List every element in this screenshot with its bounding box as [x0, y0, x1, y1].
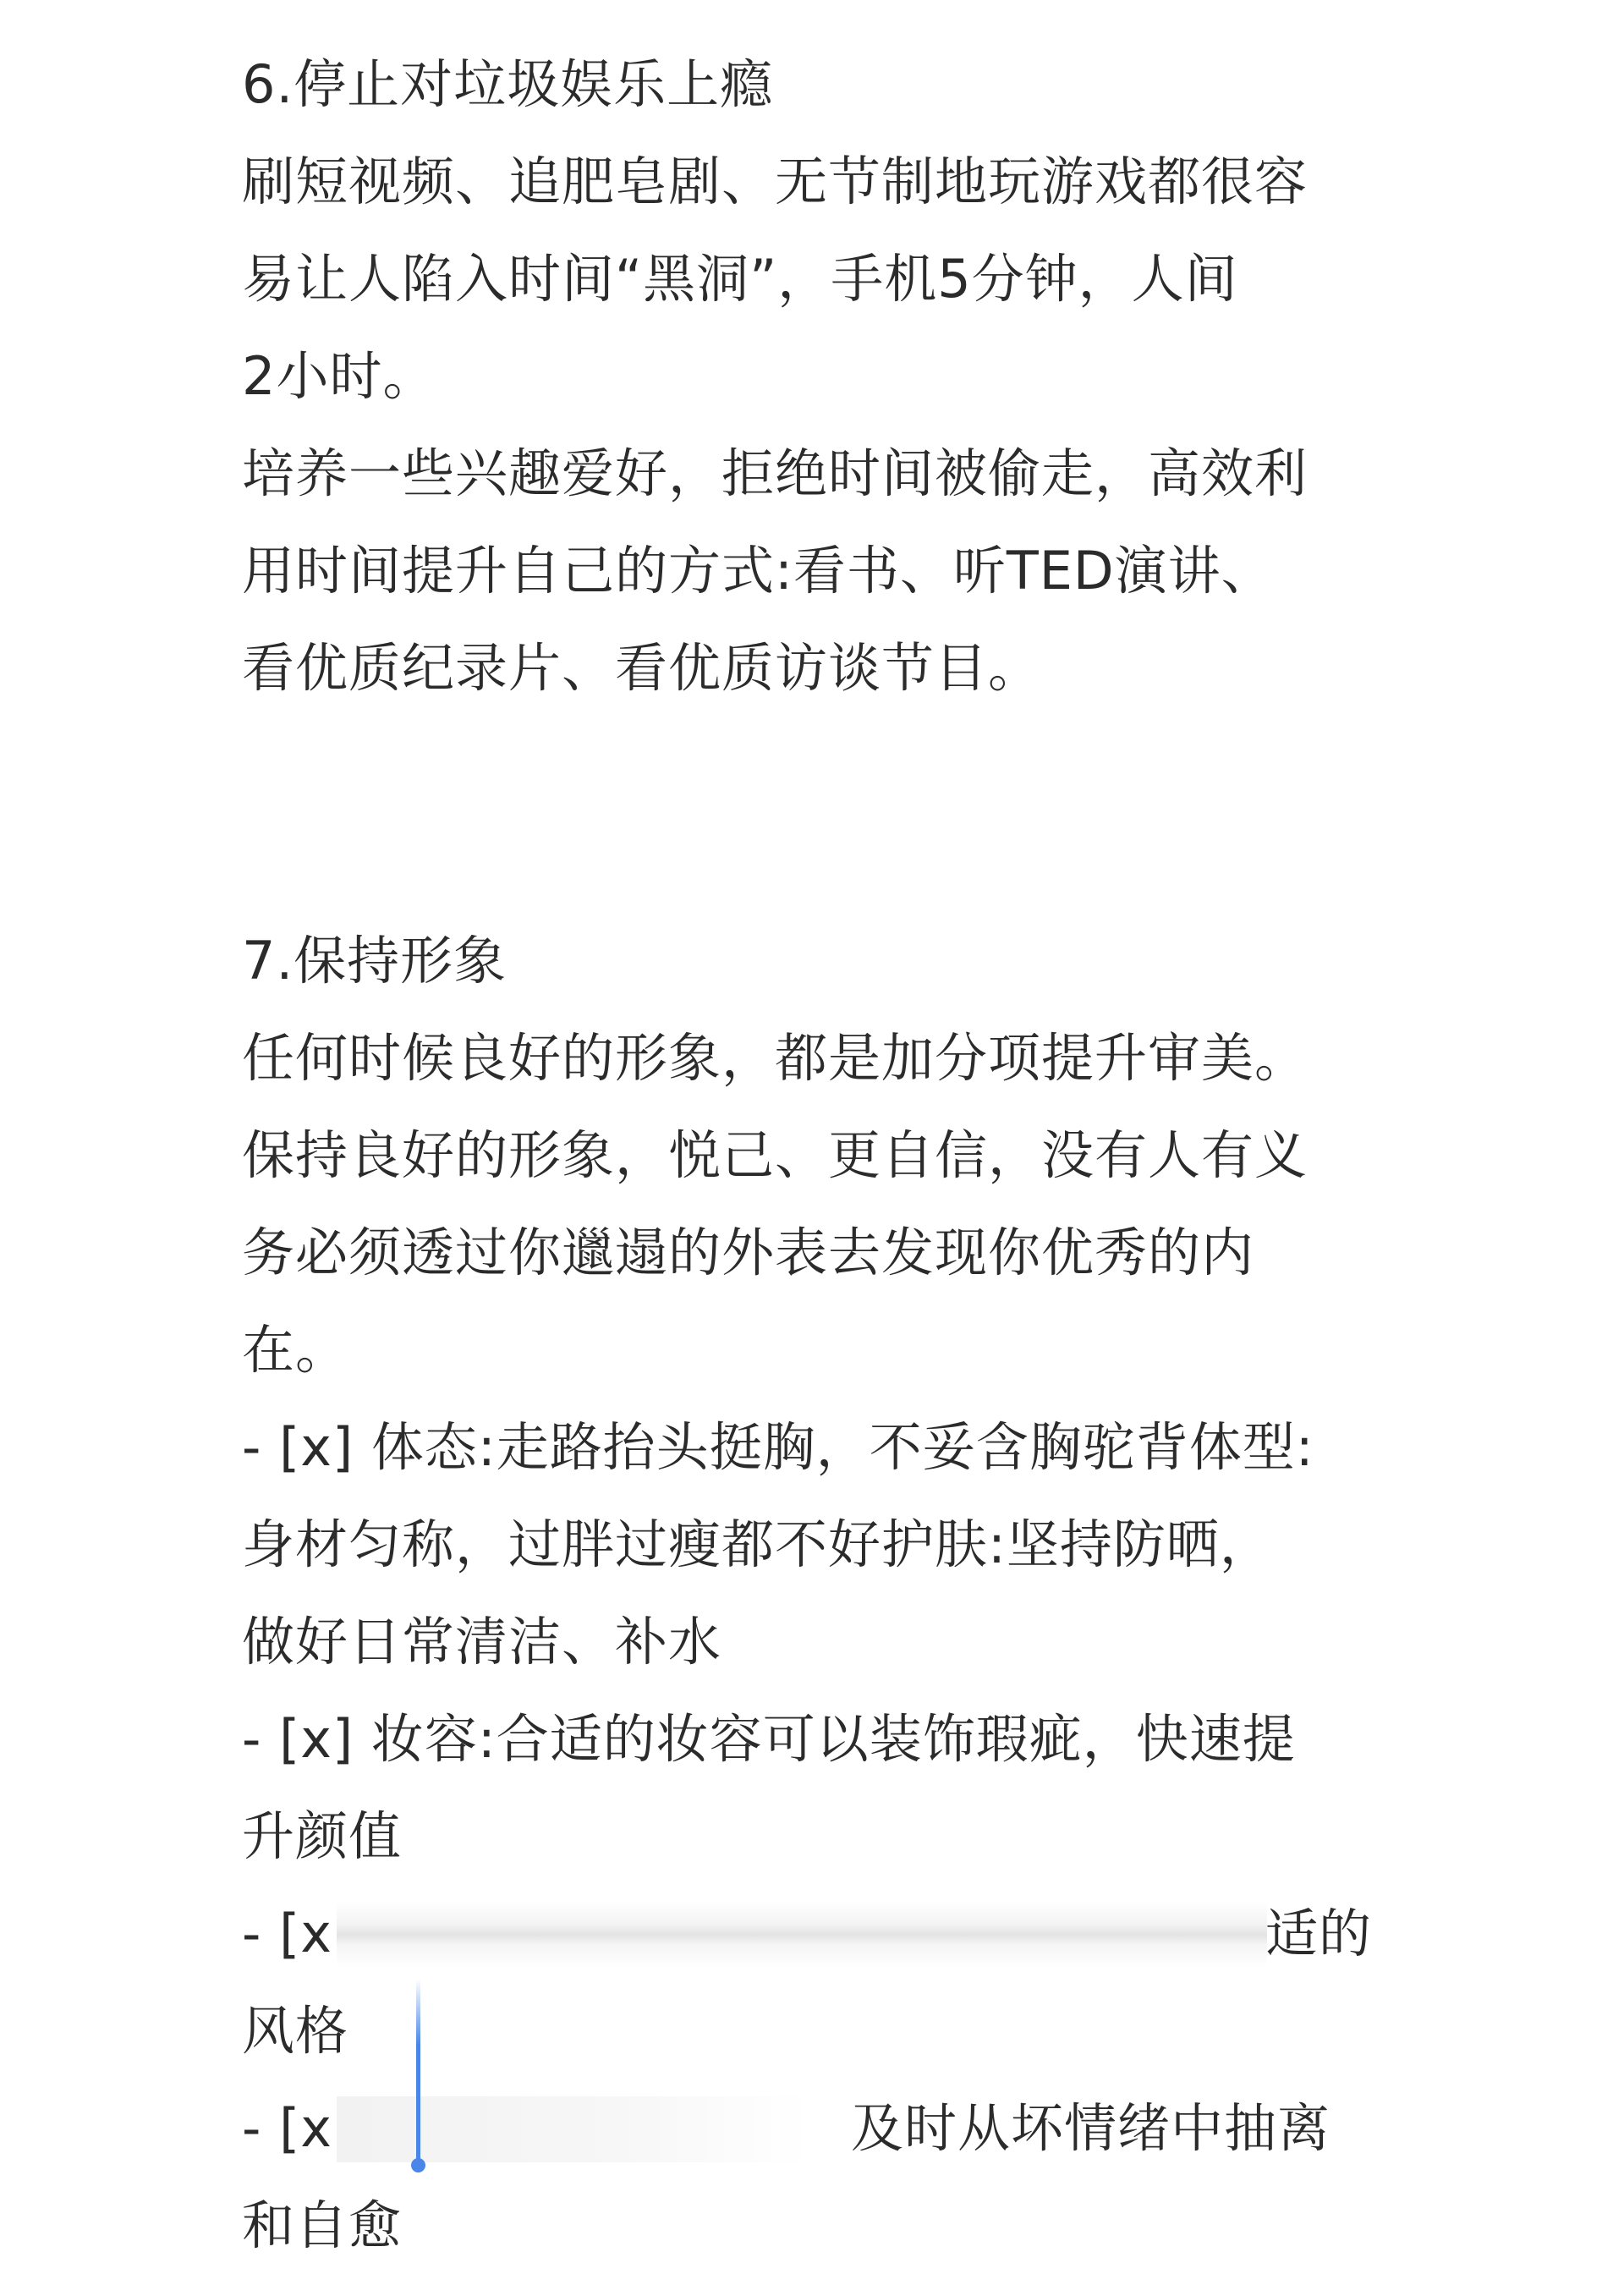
section-7-line: 保持良好的形象，悦己、更自信，没有人有义	[242, 1124, 1309, 1186]
checklist-item: 风格	[242, 2000, 349, 2062]
section-6-heading: 6.停止对垃圾娱乐上瘾	[242, 53, 774, 115]
section-6-line: 培养一些兴趣爱好，拒绝时间被偷走，高效利	[242, 442, 1309, 504]
section-spacer	[242, 717, 1443, 912]
checklist-item: - [x] 体态:走路抬头挺胸，不妥含胸驼背体型:	[242, 1416, 1314, 1478]
obscured-line-start: - [x	[242, 2097, 332, 2159]
section-6-line: 2小时。	[242, 345, 436, 407]
section-7-line: 任何时候良好的形象，都是加分项提升审美。	[242, 1027, 1309, 1089]
selection-overlay	[337, 2096, 810, 2162]
obscured-line-end: 适的	[1265, 1903, 1373, 1964]
section-6-line: 看优质纪录片、看优质访谈节目。	[242, 637, 1042, 699]
section-6-line: 用时间提升自己的方式:看书、听TED演讲、	[242, 540, 1275, 601]
text-cursor-handle[interactable]	[416, 1980, 420, 2166]
obscured-line-end: 及时从坏情绪中抽离	[851, 2097, 1331, 2159]
section-7-line: 务必须透过你邋遢的外表去发现你优秀的内	[242, 1222, 1255, 1283]
checklist-item: 做好日常清洁、补水	[242, 1611, 722, 1673]
selection-overlay	[337, 1902, 1267, 1968]
section-7-heading: 7.保持形象	[242, 930, 508, 991]
obscured-line-start: - [x	[242, 1903, 332, 1964]
checklist-item: - [x] 妆容:合适的妆容可以装饰瑕疵，快速提	[242, 1708, 1296, 1770]
checklist-item: 身材匀称，过胖过瘦都不好护肤:坚持防晒，	[242, 1513, 1273, 1575]
checklist-item: 和自愈	[242, 2194, 403, 2256]
checklist-item: 升颜值	[242, 1805, 403, 1867]
document-page	[242, 36, 1443, 2274]
section-6-line: 易让人陷入时间“黑洞”，手机5分钟，人间	[242, 248, 1238, 310]
obscured-checklist-line	[242, 1885, 1443, 1982]
section-7-line: 在。	[242, 1319, 349, 1381]
section-6-line: 刷短视频、追肥皂剧、无节制地玩游戏都很容	[242, 151, 1309, 212]
